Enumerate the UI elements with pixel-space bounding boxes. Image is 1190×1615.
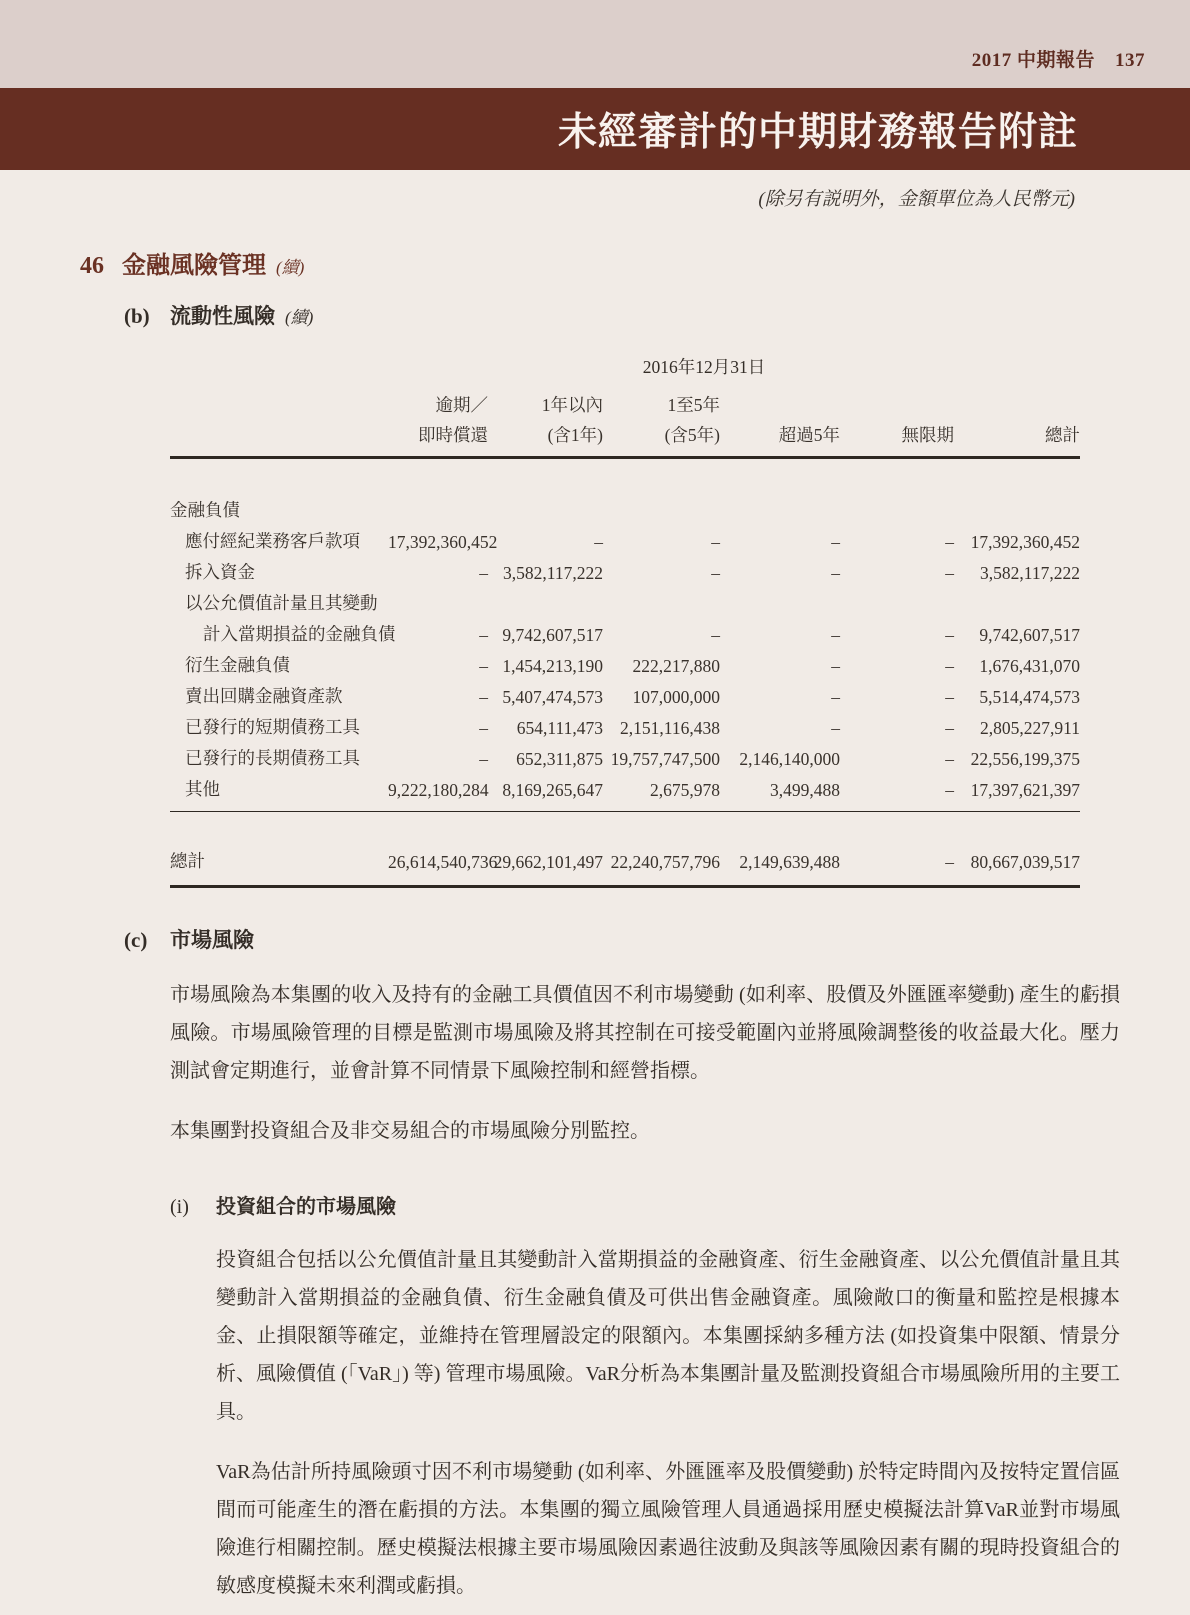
cell-value: – bbox=[945, 687, 954, 707]
subsection-c bbox=[124, 924, 1120, 1605]
cell-value: – bbox=[945, 563, 954, 583]
table-footer bbox=[170, 812, 1080, 887]
total-value: 29,662,101,497 bbox=[488, 842, 603, 887]
cell-value: – bbox=[831, 532, 840, 552]
table-row bbox=[170, 553, 1080, 584]
table-row bbox=[170, 739, 1080, 770]
liquidity-maturity-table bbox=[170, 354, 1080, 888]
cell-value: 5,514,474,573 bbox=[979, 687, 1080, 707]
col-header: 逾期／ bbox=[435, 395, 488, 415]
cell-value: 222,217,880 bbox=[632, 656, 720, 676]
cell-value: 652,311,875 bbox=[516, 749, 603, 769]
cell-value: 2,805,227,911 bbox=[980, 718, 1080, 738]
section-46-heading bbox=[80, 245, 1190, 280]
running-header bbox=[972, 45, 1145, 72]
row-label: 已發行的短期債務工具 bbox=[185, 717, 360, 737]
cell-value: – bbox=[831, 625, 840, 645]
col-header: 超過5年 bbox=[720, 417, 840, 458]
spacer-row bbox=[170, 812, 1080, 843]
cell-value: 17,392,360,452 bbox=[970, 532, 1080, 552]
cell-value: – bbox=[479, 563, 488, 583]
subsection-c-body bbox=[170, 976, 1120, 1605]
subsection-b-title: 流動性風險 bbox=[170, 304, 275, 328]
cell-value: 3,582,117,222 bbox=[503, 563, 603, 583]
cell-value: 1,454,213,190 bbox=[502, 656, 603, 676]
row-label: 應付經紀業務客戶款項 bbox=[185, 531, 360, 551]
table-row bbox=[170, 708, 1080, 739]
section-title: 金融風險管理 bbox=[122, 253, 266, 279]
cell-value: – bbox=[711, 625, 720, 645]
col-header: (含5年) bbox=[603, 417, 720, 458]
row-label: 其他 bbox=[170, 770, 388, 812]
row-label: 賣出回購金融資產款 bbox=[185, 686, 343, 706]
subsection-b-label: (b) bbox=[124, 304, 150, 328]
group-row bbox=[170, 458, 1080, 523]
subsection-c-heading bbox=[124, 924, 1120, 954]
total-label: 總計 bbox=[170, 842, 388, 887]
group-label: 金融負債 bbox=[170, 500, 240, 520]
col-header: 總計 bbox=[954, 417, 1080, 458]
cell-value: 17,397,621,397 bbox=[954, 770, 1080, 812]
row-label: 衍生金融負債 bbox=[185, 655, 290, 675]
cell-value: 1,676,431,070 bbox=[979, 656, 1080, 676]
cell-value: 2,151,116,438 bbox=[620, 718, 720, 738]
cell-value: 2,146,140,000 bbox=[739, 749, 840, 769]
cell-value: 22,556,199,375 bbox=[970, 749, 1080, 769]
cell-value: 9,742,607,517 bbox=[502, 625, 603, 645]
table-date-header: 2016年12月31日 bbox=[642, 357, 766, 377]
table-row bbox=[170, 615, 1080, 646]
subsection-i bbox=[170, 1190, 1120, 1605]
col-header: 無限期 bbox=[840, 417, 954, 458]
subsection-c-label: (c) bbox=[124, 928, 148, 952]
header-row-2 bbox=[170, 417, 1080, 458]
col-header bbox=[954, 387, 1080, 417]
cell-value: 9,742,607,517 bbox=[979, 625, 1080, 645]
cell-value bbox=[488, 584, 603, 615]
total-row bbox=[170, 842, 1080, 887]
col-header: 1年以內 bbox=[541, 395, 603, 415]
subsection-i-heading bbox=[170, 1190, 1120, 1219]
cell-value: 3,499,488 bbox=[720, 770, 840, 812]
cell-value: 5,407,474,573 bbox=[502, 687, 603, 707]
paragraph: VaR為估計所持風險頭寸因不利市場變動 (如利率、外匯匯率及股價變動) 於特定時間內及按特定置信區間而可能產生的潛在虧損的方法。本集團的獨立風險管理人員通過採用歷史模擬法計算VaR並對市場風險進行相關控制。歷史模擬法根據主要市場風險因素過往波動及與該等風險因素有關的現時投資組合的敏感度模擬未來利潤或虧損。 bbox=[216, 1461, 1120, 1597]
cell-value: 654,111,473 bbox=[516, 718, 603, 738]
page-title: 未經審計的中期財務報告附註 bbox=[557, 111, 1078, 154]
cell-value: 19,757,747,500 bbox=[610, 749, 720, 769]
cell-value: – bbox=[711, 532, 720, 552]
cell-value: 2,675,978 bbox=[603, 770, 720, 812]
cell-value: 3,582,117,222 bbox=[980, 563, 1080, 583]
cell-value bbox=[840, 584, 954, 615]
cell-value: 9,222,180,284 bbox=[388, 770, 488, 812]
row-label: 拆入資金 bbox=[185, 562, 255, 582]
report-name: 2017 中期報告 bbox=[971, 50, 1095, 71]
cell-value: 17,392,360,452 bbox=[388, 532, 498, 552]
cell-value: 8,169,265,647 bbox=[488, 770, 603, 812]
table-row bbox=[170, 584, 1080, 615]
cell-value: – bbox=[831, 718, 840, 738]
cell-value: – bbox=[479, 718, 488, 738]
subsection-b-continued-marker: (續) bbox=[285, 308, 314, 327]
table-row bbox=[170, 770, 1080, 812]
cell-value: – bbox=[945, 656, 954, 676]
row-label: 以公允價值計量且其變動 bbox=[185, 593, 378, 613]
total-value: 22,240,757,796 bbox=[603, 842, 720, 887]
col-header: 1至5年 bbox=[667, 395, 720, 415]
table-body bbox=[170, 458, 1080, 812]
cell-value: – bbox=[479, 749, 488, 769]
financial-liabilities-table bbox=[170, 387, 1080, 888]
paragraph: 本集團對投資組合及非交易組合的市場風險分別監控。 bbox=[170, 1120, 650, 1142]
cell-value: – bbox=[840, 770, 954, 812]
paragraph: 投資組合包括以公允價值計量且其變動計入當期損益的金融資產、衍生金融資產、以公允價值計量且其變動計入當期損益的金融負債、衍生金融負債及可供出售金融資產。風險敞口的衡量和監控是根據本金、止損限額等確定，並維持在管理層設定的限額內。本集團採納多種方法 (如投資集中限額、情景分析、風險價值 (「VaR」) 等) 管理市場風險。VaR分析為本集團計量及監測投資組合市場風險所用的主要工具。 bbox=[216, 1249, 1120, 1423]
page-number: 137 bbox=[1115, 50, 1145, 71]
cell-value bbox=[720, 584, 840, 615]
cell-value: – bbox=[945, 749, 954, 769]
table-row bbox=[170, 646, 1080, 677]
col-header bbox=[720, 387, 840, 417]
row-label: 已發行的長期債務工具 bbox=[185, 748, 360, 768]
table-header bbox=[170, 387, 1080, 458]
title-banner bbox=[0, 88, 1190, 170]
header-row-1 bbox=[170, 387, 1080, 417]
col-header: 即時償還 bbox=[388, 417, 488, 458]
section-number: 46 bbox=[80, 253, 104, 279]
cell-value: – bbox=[945, 625, 954, 645]
total-value: 80,667,039,517 bbox=[954, 842, 1080, 887]
cell-value bbox=[954, 584, 1080, 615]
cell-value: – bbox=[594, 532, 603, 552]
table-row bbox=[170, 522, 1080, 553]
total-value: – bbox=[840, 842, 954, 887]
total-value: 2,149,639,488 bbox=[720, 842, 840, 887]
subsection-b-heading bbox=[124, 300, 1190, 330]
cell-value: – bbox=[479, 687, 488, 707]
cell-value: – bbox=[831, 687, 840, 707]
currency-note: (除另有説明外，金額單位為人民幣元) bbox=[758, 189, 1075, 210]
subsection-c-title: 市場風險 bbox=[170, 928, 254, 952]
subsection-i-label: (i) bbox=[170, 1196, 189, 1218]
cell-value: – bbox=[711, 563, 720, 583]
cell-value bbox=[603, 584, 720, 615]
total-value: 26,614,540,736 bbox=[388, 842, 488, 887]
section-continued-marker: (續) bbox=[276, 258, 305, 277]
cell-value bbox=[388, 584, 488, 615]
subsection-i-title: 投資組合的市場風險 bbox=[216, 1196, 396, 1218]
cell-value: – bbox=[831, 656, 840, 676]
row-label: 計入當期損益的金融負債 bbox=[203, 624, 396, 644]
col-header: (含1年) bbox=[488, 417, 603, 458]
page-top-band bbox=[0, 0, 1190, 88]
cell-value: – bbox=[479, 625, 488, 645]
cell-value: 107,000,000 bbox=[632, 687, 720, 707]
table-row bbox=[170, 677, 1080, 708]
cell-value: – bbox=[945, 718, 954, 738]
subsection-i-body bbox=[216, 1241, 1120, 1605]
cell-value: – bbox=[945, 532, 954, 552]
cell-value: – bbox=[479, 656, 488, 676]
paragraph: 市場風險為本集團的收入及持有的金融工具價值因不利市場變動 (如利率、股價及外匯匯率變動) 產生的虧損風險。市場風險管理的目標是監測市場風險及將其控制在可接受範圍內並將風險調整後的收益最大化。壓力測試會定期進行，並會計算不同情景下風險控制和經營指標。 bbox=[170, 984, 1120, 1082]
col-header bbox=[840, 387, 954, 417]
cell-value: – bbox=[831, 563, 840, 583]
